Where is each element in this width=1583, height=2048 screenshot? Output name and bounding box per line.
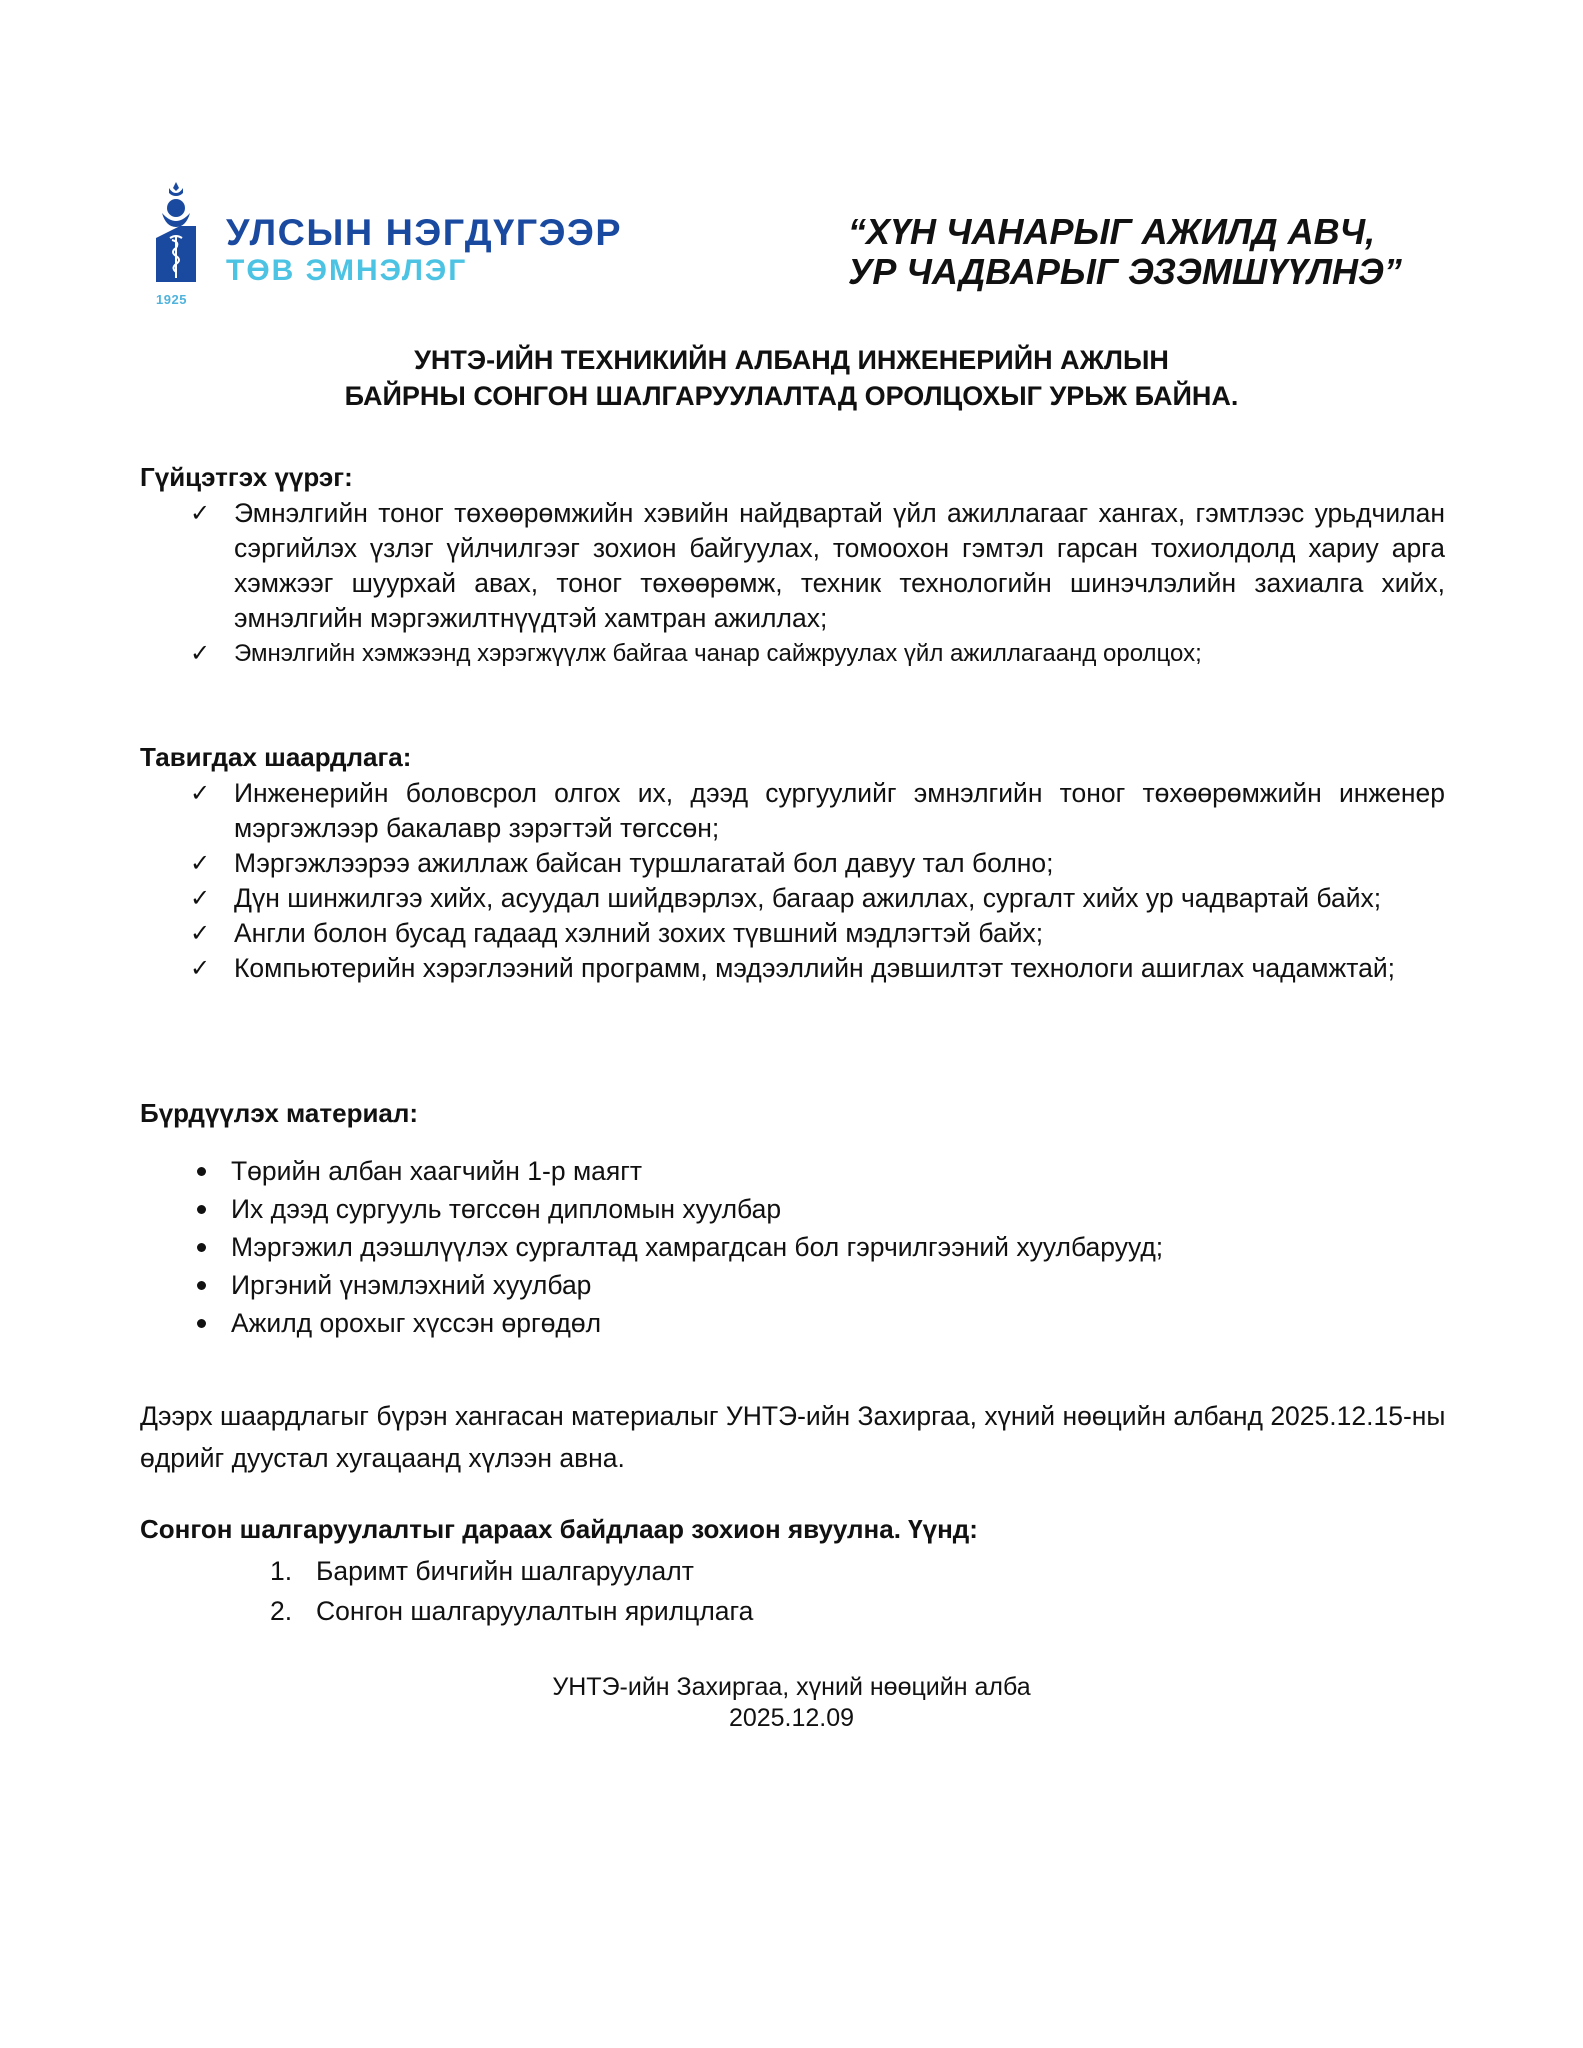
duties-list (190, 496, 1445, 671)
checkmark-icon: ✓ (190, 500, 211, 527)
checkmark-icon: ✓ (190, 955, 211, 982)
checkmark-icon: ✓ (190, 640, 211, 667)
selection-heading: Сонгон шалгаруулалтыг дараах байдлаар зохион явуулна. Үүнд: (140, 1514, 978, 1544)
document-title (0, 342, 1583, 414)
list-item: Их дээд сургууль төгссөн дипломын хуулбар (195, 1190, 1163, 1228)
materials-heading: Бүрдүүлэх материал: (140, 1098, 419, 1128)
selection-steps-list (270, 1551, 753, 1631)
submission-paragraph: Дээрх шаардлагыг бүрэн хангасан материалыг УНТЭ-ийн Захиргаа, хүний нөөцийн албанд 2025.12.15-ны өдрийг дуустал хугацаанд хүлээн авна. (140, 1401, 1446, 1473)
list-item: ✓ Мэргэжлээрээ ажиллаж байсан туршлагатай бол давуу тал болно; (190, 846, 1445, 881)
slogan-line2: УР ЧАДВАРЫГ ЭЗЭМШҮҮЛНЭ” (848, 251, 1402, 292)
signature-date: 2025.12.09 (728, 1704, 855, 1732)
list-item: ✓ Эмнэлгийн хэмжээнд хэрэгжүүлж байгаа чанар сайжруулах үйл ажиллагаанд оролцох; (190, 636, 1445, 671)
bullet-icon (197, 1319, 206, 1328)
requirements-list (190, 776, 1445, 986)
checkmark-icon: ✓ (190, 885, 211, 912)
hospital-logo (150, 180, 630, 310)
bullet-icon (197, 1243, 206, 1252)
soyombo-caduceus-emblem-icon (150, 180, 202, 310)
list-item: Иргэний үнэмлэхний хуулбар (195, 1266, 1163, 1304)
slogan (848, 212, 1402, 292)
checkmark-icon: ✓ (190, 850, 211, 877)
list-item: ✓ Эмнэлгийн тоног төхөөрөмжийн хэвийн найдвартай үйл ажиллагааг хангах, гэмтлээс урьдчилан сэргийлэх үзлэг үйлчилгээг зохион байгуулах, томоохон гэмтэл гарсан тохиолдолд хариу арга хэмжээг шуурхай авах, тоног төхөөрөмж, техник технологийн шинэчлэлийн захиалга хийх, эмнэлгийн мэргэжилтнүүдтэй хамтран ажиллах; (190, 498, 1445, 633)
materials-list (195, 1152, 1163, 1342)
list-item: Төрийн албан хаагчийн 1-р маягт (195, 1152, 1163, 1190)
list-item: ✓ Англи болон бусад гадаад хэлний зохих түвшний мэдлэгтэй байх; (190, 916, 1445, 951)
signature-block (0, 1672, 1583, 1734)
logo-title-line2: ТӨВ ЭМНЭЛЭГ (226, 254, 468, 287)
logo-year: 1925 (156, 292, 187, 307)
title-line2: БАЙРНЫ СОНГОН ШАЛГАРУУЛАЛТАД ОРОЛЦОХЫГ УРЬЖ БАЙНА. (344, 381, 1239, 411)
list-item: ✓ Компьютерийн хэрэглээний программ, мэдээллийн дэвшилтэт технологи ашиглах чадамжтай; (190, 951, 1445, 986)
checkmark-icon: ✓ (190, 920, 211, 947)
signature-org: УНТЭ-ийн Захиргаа, хүний нөөцийн алба (552, 1673, 1031, 1701)
bullet-icon (197, 1205, 206, 1214)
requirements-heading: Тавигдах шаардлага: (140, 742, 412, 772)
list-item: ✓ Дүн шинжилгээ хийх, асуудал шийдвэрлэх, багаар ажиллах, сургалт хийх ур чадвартай байх; (190, 881, 1445, 916)
list-item: 1. Баримт бичгийн шалгаруулалт (270, 1556, 694, 1586)
title-line1: УНТЭ-ИЙН ТЕХНИКИЙН АЛБАНД ИНЖЕНЕРИЙН АЖЛЫН (414, 345, 1169, 375)
slogan-line1: “ХҮН ЧАНАРЫГ АЖИЛД АВЧ, (848, 211, 1376, 252)
list-item: ✓ Инженерийн боловсрол олгох их, дээд сургуулийг эмнэлгийн тоног төхөөрөмжийн инженер мэргэжлээр бакалавр зэрэгтэй төгссөн; (190, 778, 1445, 843)
list-item: Мэргэжил дээшлүүлэх сургалтад хамрагдсан бол гэрчилгээний хуулбарууд; (195, 1228, 1163, 1266)
logo-title-line1: УЛСЫН НЭГДҮГЭЭР (226, 212, 623, 253)
duties-heading: Гүйцэтгэх үүрэг: (140, 462, 353, 492)
bullet-icon (197, 1281, 206, 1290)
list-item: Ажилд орохыг хүссэн өргөдөл (195, 1304, 1163, 1342)
checkmark-icon: ✓ (190, 780, 211, 807)
bullet-icon (197, 1167, 206, 1176)
list-item: 2. Сонгон шалгаруулалтын ярилцлага (270, 1596, 754, 1626)
